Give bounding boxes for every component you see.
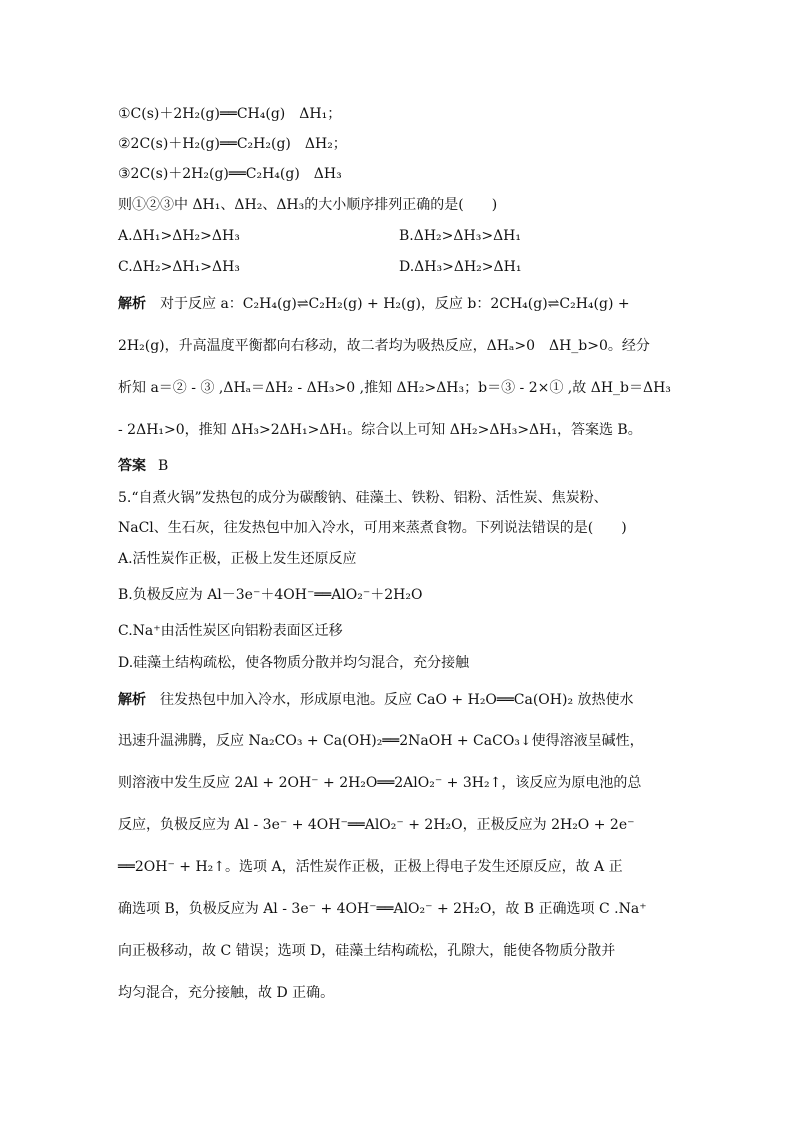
q5-analysis-label: 解析	[118, 692, 146, 708]
q5-analysis-line-4: 反应，负极反应为 Al - 3e⁻ + 4OH⁻══AlO₂⁻ + 2H₂O，正极反应为 2H₂O + 2e⁻	[118, 817, 635, 833]
q5-analysis-text: 往发热包中加入冷水，形成原电池。反应 CaO + H₂O══Ca(OH)₂ 放热使水	[160, 692, 634, 708]
q5-analysis-line-3: 则溶液中发生反应 2Al + 2OH⁻ + 2H₂O══2AlO₂⁻ + 3H₂↑，该反应为原电池的总	[118, 775, 642, 791]
q4-option-c: C.ΔH₂>ΔH₁>ΔH₃	[118, 259, 240, 275]
q5-option-b: B.负极反应为 Al－3e⁻＋4OH⁻══AlO₂⁻＋2H₂O	[118, 587, 423, 603]
equation-2: ②2C(s)＋H₂(g)══C₂H₂(g) ΔH₂；	[118, 136, 347, 152]
q4-option-d: D.ΔH₃>ΔH₂>ΔH₁	[399, 259, 522, 275]
q4-option-b: B.ΔH₂>ΔH₃>ΔH₁	[399, 228, 521, 244]
q4-option-a: A.ΔH₁>ΔH₂>ΔH₃	[118, 228, 240, 244]
q4-analysis-line-3: 析知 a＝② - ③ ,ΔHₐ＝ΔH₂ - ΔH₃>0 ,推知 ΔH₂>ΔH₃；b＝③ - 2×① ,故 ΔH_b＝ΔH₃	[118, 380, 671, 396]
q5-analysis-line-1	[118, 690, 634, 710]
q4-answer	[118, 456, 168, 476]
q4-analysis-line-4: - 2ΔH₁>0，推知 ΔH₃>2ΔH₁>ΔH₁。综合以上可知 ΔH₂>ΔH₃>ΔH₁，答案选 B。	[118, 422, 642, 438]
q5-analysis-line-7: 向正极移动，故 C 错误；选项 D，硅藻土结构疏松，孔隙大，能使各物质分散并	[118, 943, 616, 959]
q5-analysis-line-2: 迅速升温沸腾，反应 Na₂CO₃ + Ca(OH)₂══2NaOH + CaCO₃↓使得溶液呈碱性，	[118, 733, 644, 749]
equation-3: ③2C(s)＋2H₂(g)══C₂H₄(g) ΔH₃	[118, 166, 342, 182]
q4-analysis-line-2: 2H₂(g)，升高温度平衡都向右移动，故二者均为吸热反应，ΔHₐ>0 ΔH_b>0。经分	[118, 338, 650, 354]
q5-analysis-line-5: ══2OH⁻ + H₂↑。选项 A，活性炭作正极，正极上得电子发生还原反应，故 A 正	[118, 859, 623, 875]
q5-analysis-line-6: 确选项 B，负极反应为 Al - 3e⁻ + 4OH⁻══AlO₂⁻ + 2H₂O，故 B 正确选项 C .Na⁺	[118, 901, 647, 917]
q5-option-d: D.硅藻土结构疏松，使各物质分散并均匀混合，充分接触	[118, 655, 470, 671]
question-4-stem: 则①②③中 ΔH₁、ΔH₂、ΔH₃的大小顺序排列正确的是( )	[118, 197, 498, 213]
q4-analysis-line-1	[118, 294, 630, 314]
q5-stem-line-2: NaCl、生石灰，往发热包中加入冷水，可用来蒸煮食物。下列说法错误的是( )	[118, 520, 627, 536]
q4-answer-label: 答案	[118, 458, 146, 474]
q4-answer-value: B	[158, 458, 169, 474]
q5-stem-line-1: 5.“自煮火锅”发热包的成分为碳酸钠、硅藻土、铁粉、铝粉、活性炭、焦炭粉、	[118, 490, 608, 506]
equation-1: ①C(s)＋2H₂(g)══CH₄(g) ΔH₁；	[118, 106, 342, 122]
q4-analysis-text: 对于反应 a：C₂H₄(g)⇌C₂H₂(g) + H₂(g)，反应 b：2CH₄(g)⇌C₂H₄(g) +	[160, 296, 630, 312]
q5-option-c: C.Na⁺由活性炭区向铝粉表面区迁移	[118, 623, 343, 639]
q5-analysis-line-8: 均匀混合，充分接触，故 D 正确。	[118, 985, 335, 1001]
q4-analysis-label: 解析	[118, 296, 146, 312]
q5-option-a: A.活性炭作正极，正极上发生还原反应	[118, 551, 357, 567]
